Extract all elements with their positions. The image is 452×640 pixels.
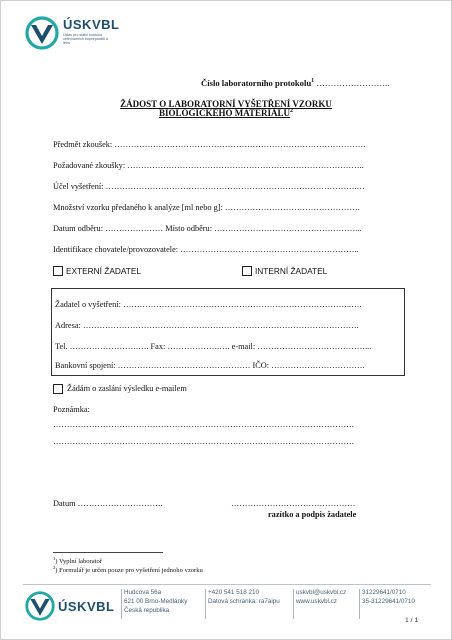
footer-address-line2: 621 00 Brno-Medlánky (124, 598, 188, 605)
footer-separator-3 (293, 589, 294, 619)
footer-logo-name: ÚSKVBL (58, 599, 115, 614)
external-applicant-label: EXTERNÍ ŽADATEL (66, 266, 141, 276)
header-logo-name: ÚSKVBL (63, 17, 120, 32)
footer-logo-icon (25, 591, 55, 621)
header-logo (25, 16, 125, 50)
protocol-footnote-ref: 1 (311, 78, 315, 85)
footer-online (296, 588, 346, 606)
form-title-text2: BIOLOGICKÉHO MATERIÁLU (158, 108, 291, 118)
footer-logo (25, 591, 121, 623)
footnote-2 (53, 565, 203, 574)
footer-ids (362, 588, 415, 606)
protocol-number (201, 78, 389, 88)
internal-applicant-label: INTERNÍ ŽADATEL (255, 266, 328, 276)
field-date-place[interactable]: Datum odběru: ………………… Místo odběru: ……………………………………………... (53, 224, 362, 233)
note-line-2[interactable]: ………………………………………………………………………………………………. (53, 437, 354, 446)
signature-line[interactable]: ……………………………………… (231, 499, 356, 508)
footer-ico2: 35-31229641/0710 (362, 598, 415, 605)
footer-web[interactable]: www.uskvbl.cz (296, 598, 337, 605)
field-subject[interactable]: Předmět zkoušek: ………………………………………………………………………………. (53, 140, 366, 149)
footer-separator-1 (121, 589, 122, 619)
footnote-1 (53, 556, 102, 565)
field-applicant-bank[interactable]: Bankovní spojení: ………………………………………… IČO: ……………………………. (55, 361, 365, 370)
footnote-1-num: 1 (53, 556, 56, 561)
note-line-1[interactable]: ………………………………………………………………………………………………. (53, 420, 354, 429)
field-applicant-address[interactable]: Adresa: ………………………………………………………………………………………. (55, 321, 359, 330)
footer-phone: +420 541 518 210 (208, 589, 259, 596)
footer-address-line3: Česká republika (124, 607, 170, 614)
footer-ico1: 31229641/0710 (362, 589, 406, 596)
footer-separator-4 (359, 589, 360, 619)
email-result-checkbox[interactable] (53, 384, 63, 394)
field-amount[interactable]: Množství vzorku předaného k analýze [ml nebo g]: …………………………………………. (53, 203, 360, 212)
uskvbl-logo-icon (25, 16, 59, 50)
field-purpose[interactable]: Účel vyšetření: ……………………………………………………………………………….… (53, 182, 365, 191)
external-applicant-checkbox[interactable] (53, 266, 63, 276)
protocol-label: Číslo laboratorního protokolu (201, 78, 312, 88)
form-title-line1: ŽÁDOST O LABORATORNÍ VYŠETŘENÍ VZORKU (120, 99, 332, 109)
field-applicant-name[interactable]: Žadatel o vyšetření: ………………………………………………………………………..…. (55, 300, 362, 309)
footer-databox: Datová schránka: ra7aipu (208, 598, 280, 605)
field-breeder[interactable]: Identifikace chovatele/provozovatele: ……………………………………………………….. (53, 245, 359, 254)
field-applicant-contacts[interactable]: Tel. …………………….…. Fax: ……………….…. e-mail: …………………………………... (55, 342, 372, 351)
signature-date[interactable]: Datum …………………………. (53, 499, 163, 508)
header-logo-subtitle: Ústav pro státní kontrolu veterinárních biopreparátů a léčiv (63, 33, 108, 46)
internal-applicant-checkbox[interactable] (242, 266, 252, 276)
form-title-line2 (1, 108, 451, 118)
protocol-dots: …………………….. (316, 78, 390, 88)
footnote-1-text: ) Vyplní laboratoř (55, 558, 103, 566)
signature-label: razítko a podpis žadatele (268, 510, 357, 519)
footer-address-line1: Hudcova 56a (124, 589, 162, 596)
footer-email[interactable]: uskvbl@uskvbl.cz (296, 589, 347, 596)
page-number: 1 / 1 (405, 617, 419, 624)
footer-contact (208, 588, 280, 606)
email-result-label: Žádám o zaslání výsledku e-mailem (67, 384, 187, 393)
footer-address (124, 588, 187, 615)
footer-separator-2 (205, 589, 206, 619)
title-footnote-ref: 2 (290, 108, 294, 114)
footnote-2-num: 2 (53, 565, 56, 570)
field-tests[interactable]: Požadované zkoušky: ………………………………………………………………………….. (53, 161, 364, 170)
footnote-2-text: ) Formulář je určen pouze pro vyšetření jednoho vzorku (55, 567, 203, 575)
footnote-divider (53, 552, 163, 553)
note-label: Poznámka: (53, 405, 90, 414)
footer-divider (23, 584, 431, 585)
